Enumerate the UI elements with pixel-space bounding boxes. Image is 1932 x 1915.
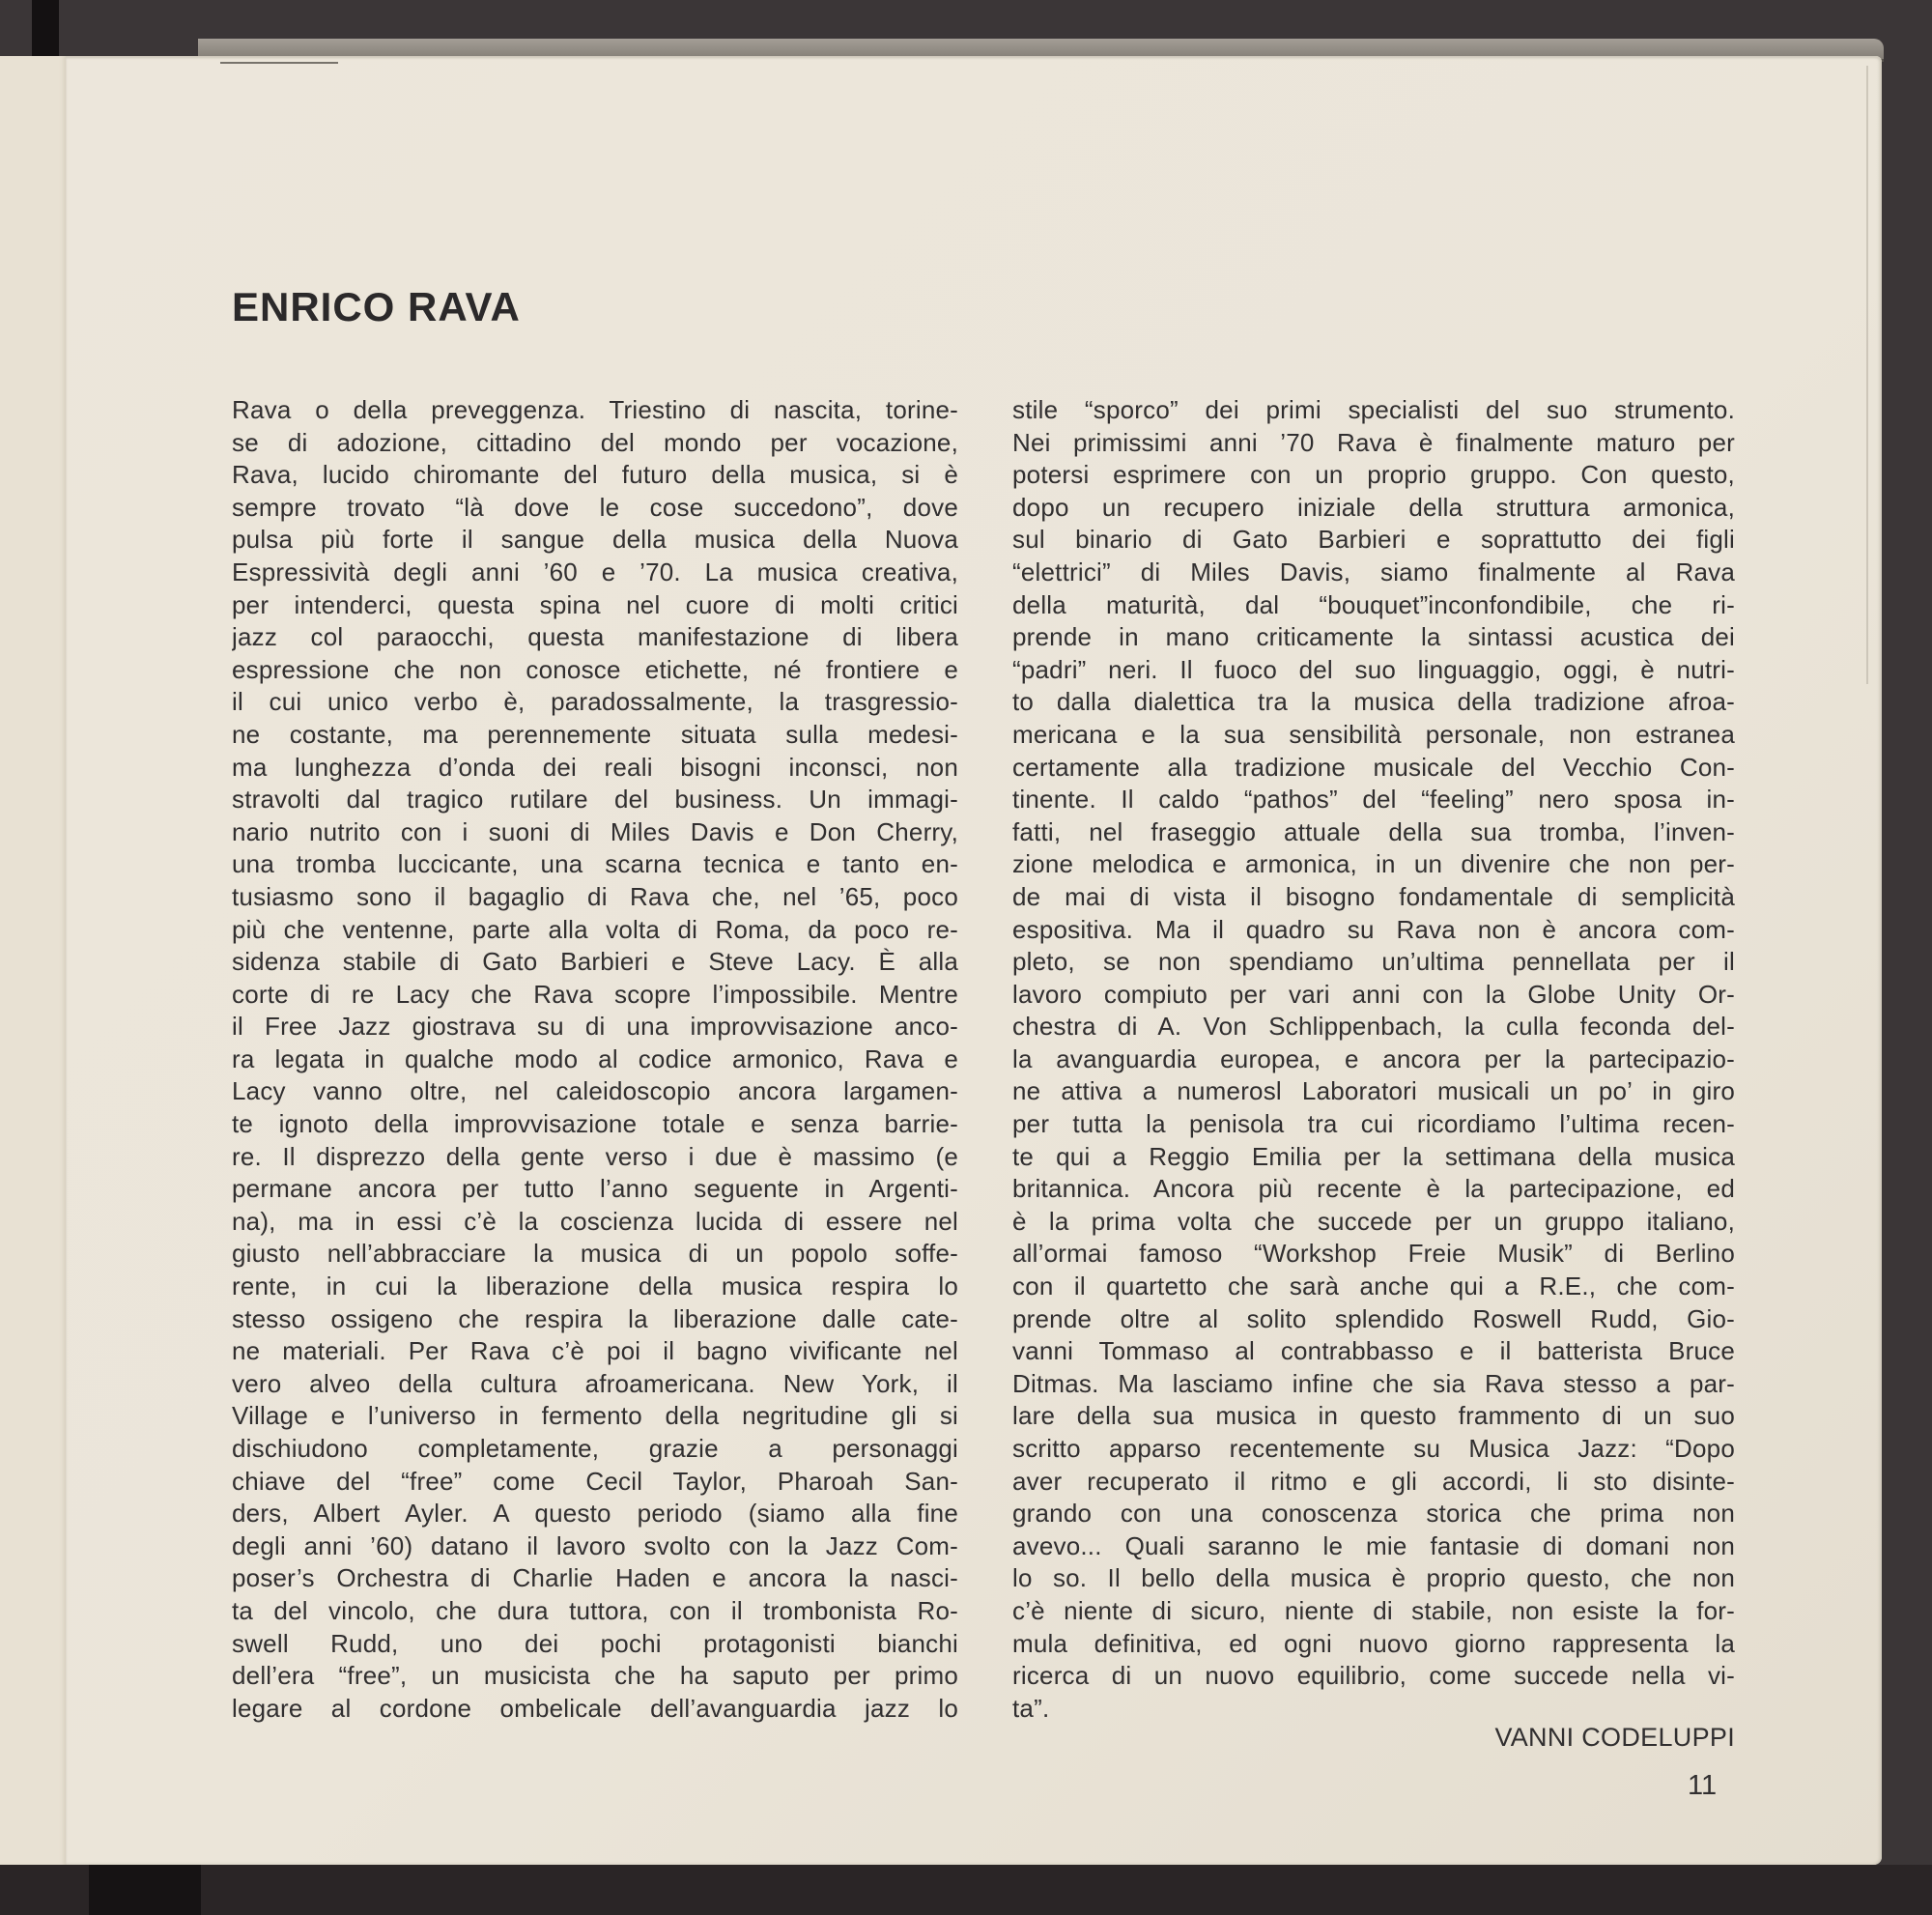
text-line: giusto nell’abbracciare la musica di un popolo soffe- <box>232 1239 958 1269</box>
text-line: sempre trovato “là dove le cose succedono”, dove <box>232 492 958 522</box>
text-line: rente, in cui la liberazione della musica respira lo <box>232 1272 958 1301</box>
text-line: chiave del “free” come Cecil Taylor, Pharoah San- <box>232 1466 958 1496</box>
text-line: scritto apparso recentemente su Musica Jazz: “Dopo <box>1012 1434 1735 1463</box>
text-line: grando con una conoscenza storica che prima non <box>1012 1499 1735 1529</box>
text-line: lare della sua musica in questo frammento di un suo <box>1012 1401 1735 1431</box>
text-line: dell’era “free”, un musicista che ha saputo per primo <box>232 1661 958 1691</box>
text-line: nario nutrito con i suoni di Miles Davis e Don Cherry, <box>232 816 958 846</box>
text-line: Ditmas. Ma lasciamo infine che sia Rava stesso a par- <box>1012 1368 1735 1398</box>
text-line: per intenderci, questa spina nel cuore di molti critici <box>232 589 958 619</box>
text-line: mula definitiva, ed ogni nuovo giorno rappresenta la <box>1012 1628 1735 1658</box>
text-line: “elettrici” di Miles Davis, siamo finalmente al Rava <box>1012 557 1735 586</box>
text-line: re. Il disprezzo della gente verso i due è massimo (e <box>232 1141 958 1171</box>
text-line: ma lunghezza d’onda dei reali bisogni inconsci, non <box>232 752 958 782</box>
text-line: lo so. Il bello della musica è proprio questo, che non <box>1012 1563 1735 1593</box>
text-line: stile “sporco” dei primi specialisti del suo strumento. <box>1012 395 1735 424</box>
text-line: ta”. <box>1012 1693 1050 1723</box>
text-line: il Free Jazz giostrava su di una improvvisazione anco- <box>232 1012 958 1042</box>
page-edge-highlight <box>1866 66 1868 684</box>
text-line: per tutta la penisola tra cui ricordiamo l’ultima recen- <box>1012 1109 1735 1139</box>
text-line: corte di re Lacy che Rava scopre l’impossibile. Mentre <box>232 979 958 1009</box>
text-line: la avanguardia europea, e ancora per la partecipazio- <box>1012 1043 1735 1073</box>
adjacent-page-edge <box>0 56 68 1865</box>
text-line: chestra di A. Von Schlippenbach, la culla feconda del- <box>1012 1012 1735 1042</box>
text-line: ricerca di un nuovo equilibrio, come succede nella vi- <box>1012 1661 1735 1691</box>
text-line: è la prima volta che succede per un gruppo italiano, <box>1012 1206 1735 1236</box>
text-line: dopo un recupero iniziale della struttura armonica, <box>1012 492 1735 522</box>
text-line: fatti, nel fraseggio attuale della sua tromba, l’inven- <box>1012 816 1735 846</box>
text-line: te qui a Reggio Emilia per la settimana della musica <box>1012 1141 1735 1171</box>
article-title: ENRICO RAVA <box>232 284 521 329</box>
text-line: ra legata in qualche modo al codice armonico, Rava e <box>232 1043 958 1073</box>
text-line: vero alveo della cultura afroamericana. New York, il <box>232 1368 958 1398</box>
text-line: Rava, lucido chiromante del futuro della musica, si è <box>232 460 958 490</box>
text-line: Nei primissimi anni ’70 Rava è finalmente maturo per <box>1012 427 1735 457</box>
right-column <box>1012 394 1735 1725</box>
text-line: ne materiali. Per Rava c’è poi il bagno vivificante nel <box>232 1336 958 1366</box>
text-line: tusiasmo sono il bagaglio di Rava che, nel ’65, poco <box>232 881 958 911</box>
text-line: più che ventenne, parte alla volta di Roma, da poco re- <box>232 914 958 944</box>
text-line: stravolti dal tragico rutilare del business. Un immagi- <box>232 785 958 815</box>
text-line: Espressività degli anni ’60 e ’70. La musica creativa, <box>232 557 958 586</box>
text-line: vanni Tommaso al contrabbasso e il batterista Bruce <box>1012 1336 1735 1366</box>
text-line: permane ancora per tutto l’anno seguente in Argenti- <box>232 1174 958 1204</box>
text-line: potersi esprimere con un proprio gruppo. Con questo, <box>1012 460 1735 490</box>
text-line: c’è niente di sicuro, niente di stabile, non esiste la for- <box>1012 1595 1735 1625</box>
text-line: jazz col paraocchi, questa manifestazione di libera <box>232 622 958 652</box>
left-column <box>232 394 958 1725</box>
text-line: il cui unico verbo è, paradossalmente, la trasgressio- <box>232 687 958 717</box>
text-line: te ignoto della improvvisazione totale e senza barrie- <box>232 1109 958 1139</box>
text-line: legare al cordone ombelicale dell’avanguardia jazz lo <box>232 1693 958 1723</box>
text-line: sul binario di Gato Barbieri e soprattutto dei figli <box>1012 525 1735 555</box>
text-line: to dalla dialettica tra la musica della tradizione afroa- <box>1012 687 1735 717</box>
text-line: na), ma in essi c’è la coscienza lucida di essere nel <box>232 1206 958 1236</box>
text-line: prende in mano criticamente la sintassi acustica dei <box>1012 622 1735 652</box>
text-line: all’ormai famoso “Workshop Freie Musik” di Berlino <box>1012 1239 1735 1269</box>
text-line: prende oltre al solito splendido Roswell Rudd, Gio- <box>1012 1303 1735 1333</box>
text-line: de mai di vista il bisogno fondamentale di semplicità <box>1012 881 1735 911</box>
text-line: Village e l’universo in fermento della negritudine gli si <box>232 1401 958 1431</box>
book-spine-edge <box>32 0 59 58</box>
text-line: sidenza stabile di Gato Barbieri e Steve Lacy. È alla <box>232 947 958 977</box>
text-line: stesso ossigeno che respira la liberazione dalle cate- <box>232 1303 958 1333</box>
text-line: poser’s Orchestra di Charlie Haden e ancora la nasci- <box>232 1563 958 1593</box>
page-edge-mark <box>220 62 338 64</box>
text-line: ne attiva a numerosl Laboratori musicali un po’ in giro <box>1012 1076 1735 1106</box>
text-line: avevo... Quali saranno le mie fantasie di domani non <box>1012 1530 1735 1560</box>
text-line: degli anni ’60) datano il lavoro svolto con la Jazz Com- <box>232 1530 958 1560</box>
text-line: dischiudono completamente, grazie a personaggi <box>232 1434 958 1463</box>
text-line: Lacy vanno oltre, nel caleidoscopio ancora largamen- <box>232 1076 958 1106</box>
text-line: aver recuperato il ritmo e gli accordi, li sto disinte- <box>1012 1466 1735 1496</box>
text-line: con il quartetto che sarà anche qui a R.E., che com- <box>1012 1272 1735 1301</box>
page-sheet <box>66 56 1882 1865</box>
text-line: Rava o della preveggenza. Triestino di nascita, torine- <box>232 395 958 424</box>
text-line: pleto, se non spendiamo un’ultima pennellata per il <box>1012 947 1735 977</box>
page-number: 11 <box>1688 1770 1718 1801</box>
text-line: certamente alla tradizione musicale del Vecchio Con- <box>1012 752 1735 782</box>
text-line: pulsa più forte il sangue della musica della Nuova <box>232 525 958 555</box>
text-line: espositiva. Ma il quadro su Rava non è ancora com- <box>1012 914 1735 944</box>
byline: VANNI CODELUPPI <box>1494 1723 1735 1752</box>
text-line: espressione che non conosce etichette, né frontiere e <box>232 654 958 684</box>
text-line: lavoro compiuto per vari anni con la Globe Unity Or- <box>1012 979 1735 1009</box>
text-line: della maturità, dal “bouquet”inconfondibile, che ri- <box>1012 589 1735 619</box>
text-line: “padri” neri. Il fuoco del suo linguaggio, oggi, è nutri- <box>1012 654 1735 684</box>
book-spine-bottom <box>89 1865 201 1915</box>
text-line: ta del vincolo, che dura tuttora, con il trombonista Ro- <box>232 1595 958 1625</box>
text-line: tinente. Il caldo “pathos” del “feeling” nero sposa in- <box>1012 785 1735 815</box>
text-line: zione melodica e armonica, in un divenire che non per- <box>1012 849 1735 879</box>
text-line: ders, Albert Ayler. A questo periodo (siamo alla fine <box>232 1499 958 1529</box>
text-line: una tromba luccicante, una scarna tecnica e tanto en- <box>232 849 958 879</box>
text-line: ne costante, ma perennemente situata sulla medesi- <box>232 719 958 749</box>
text-line: se di adozione, cittadino del mondo per vocazione, <box>232 427 958 457</box>
bottom-shadow-band <box>0 1865 1932 1915</box>
text-line: britannica. Ancora più recente è la partecipazione, ed <box>1012 1174 1735 1204</box>
text-line: mericana e la sua sensibilità personale, non estranea <box>1012 719 1735 749</box>
text-line: swell Rudd, uno dei pochi protagonisti bianchi <box>232 1628 958 1658</box>
